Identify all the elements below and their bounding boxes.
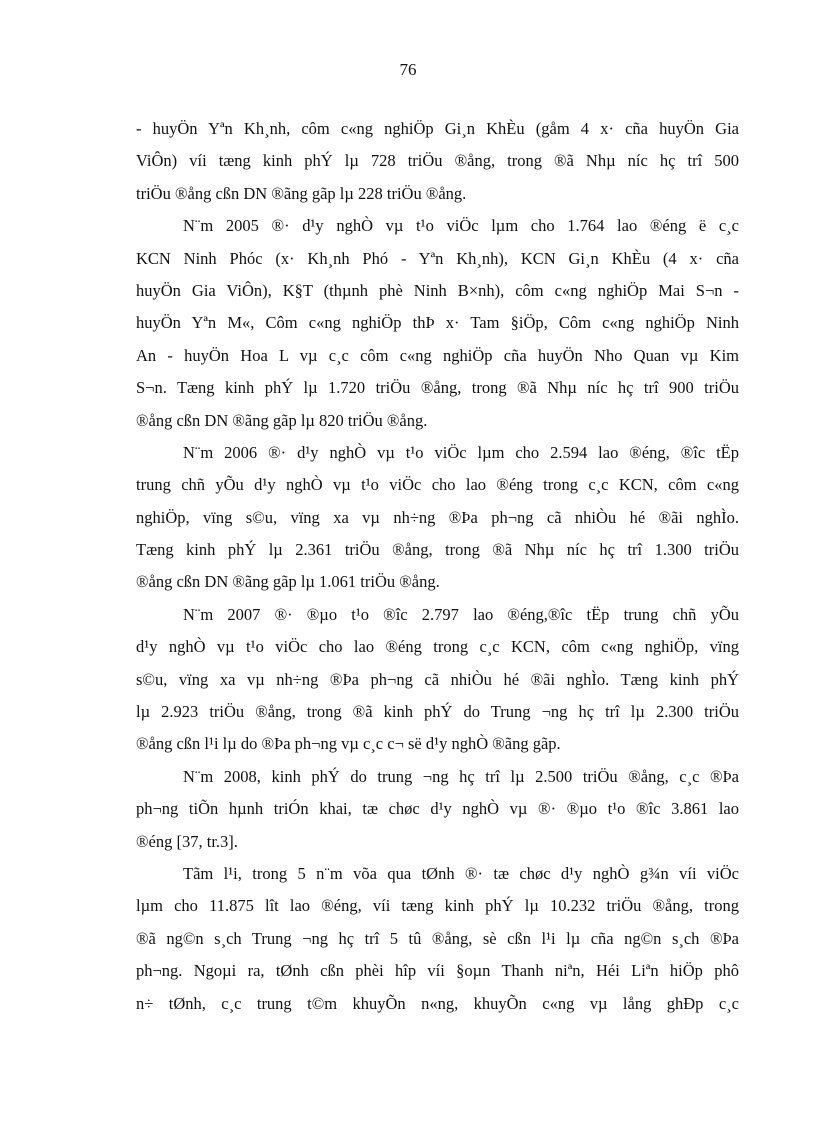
body-text bbox=[136, 113, 739, 1020]
text-line: ®ång cßn DN ®ãng gãp lµ 820 triÖu ®ång. bbox=[136, 410, 428, 430]
text-line: nghiÖp, vïng s©u, vïng xa vµ nh÷ng ®Þa ph¬ng cã nhiÒu hé ®ãi nghÌo. bbox=[136, 507, 739, 527]
text-line: Tãm l¹i, trong 5 n¨m võa qua tØnh ®· tæ chøc d¹y nghÒ g¾n víi viÖc bbox=[183, 863, 739, 883]
text-line: ViÔn) víi tæng kinh phÝ lµ 728 triÖu ®ång, trong ®ã Nhµ níc hç trî 500 bbox=[136, 151, 739, 171]
text-line: d¹y nghÒ vµ t¹o viÖc cho lao ®éng trong c¸c KCN, côm c«ng nghiÖp, vïng bbox=[136, 637, 739, 657]
text-line: N¨m 2005 ®· d¹y nghÒ vµ t¹o viÖc lµm cho 1.764 lao ®éng ë c¸c bbox=[183, 216, 739, 236]
text-line: N¨m 2008, kinh phÝ do trung ¬ng hç trî lµ 2.500 triÖu ®ång, c¸c ®Þa bbox=[183, 766, 739, 786]
text-line: S¬n. Tæng kinh phÝ lµ 1.720 triÖu ®ång, trong ®ã Nhµ níc hç trî 900 triÖu bbox=[136, 378, 739, 398]
text-line: lµm cho 11.875 lît lao ®éng, víi tæng kinh phÝ lµ 10.232 triÖu ®ång, trong bbox=[136, 896, 739, 916]
text-line: KCN Ninh Phóc (x· Kh¸nh Phó - Yªn Kh¸nh), KCN Gi¸n KhÈu (4 x· cña bbox=[136, 248, 739, 268]
text-line: ®ã ng©n s¸ch Trung ¬ng hç trî 5 tû ®ång, sè cßn l¹i lµ cña ng©n s¸ch ®Þa bbox=[136, 928, 739, 948]
page-number: 76 bbox=[399, 60, 417, 79]
text-line: huyÖn Gia ViÔn), K§T (thµnh phè Ninh B×nh), côm c«ng nghiÖp Mai S¬n - bbox=[136, 280, 739, 300]
text-line: - huyÖn Yªn Kh¸nh, côm c«ng nghiÖp Gi¸n KhÈu (gåm 4 x· cña huyÖn Gia bbox=[136, 119, 739, 138]
text-line: lµ 2.923 triÖu ®ång, trong ®ã kinh phÝ do Trung ¬ng hç trî lµ 2.300 triÖu bbox=[136, 702, 739, 722]
text-line: trung chñ yÕu d¹y nghÒ vµ t¹o viÖc cho lao ®éng trong c¸c KCN, côm c«ng bbox=[136, 475, 739, 495]
text-line: N¨m 2006 ®· d¹y nghÒ vµ t¹o viÖc lµm cho 2.594 lao ®éng, ®îc tËp bbox=[183, 442, 739, 462]
text-line: ®ång cßn l¹i lµ do ®Þa ph¬ng vµ c¸c c¬ së d¹y nghÒ ®ãng gãp. bbox=[136, 734, 561, 754]
text-line: N¨m 2007 ®· ®µo t¹o ®îc 2.797 lao ®éng,®îc tËp trung chñ yÕu bbox=[183, 604, 739, 624]
text-line: triÖu ®ång cßn DN ®ãng gãp lµ 228 triÖu ®ång. bbox=[136, 183, 467, 203]
text-line: Tæng kinh phÝ lµ 2.361 triÖu ®ång, trong ®ã Nhµ níc hç trî 1.300 triÖu bbox=[136, 540, 739, 560]
text-line: s©u, vïng xa vµ nh÷ng ®Þa ph¬ng cã nhiÒu hé ®ãi nghÌo. Tæng kinh phÝ bbox=[136, 669, 739, 689]
text-line: ph¬ng. Ngoµi ra, tØnh cßn phèi hîp víi §oµn Thanh niªn, Héi Liªn hiÖp phô bbox=[136, 961, 739, 981]
text-line: ph¬ng tiÕn hµnh triÓn khai, tæ chøc d¹y nghÒ vµ ®· ®µo t¹o ®îc 3.861 lao bbox=[136, 799, 739, 819]
text-line: ®éng [37, tr.3]. bbox=[136, 831, 238, 851]
text-line: huyÖn Yªn M«, Côm c«ng nghiÖp thÞ x· Tam §iÖp, Côm c«ng nghiÖp Ninh bbox=[136, 313, 739, 333]
text-line: n÷ tØnh, c¸c trung t©m khuyÕn n«ng, khuyÕn c«ng vµ lång ghÐp c¸c bbox=[136, 993, 739, 1013]
text-line: ®ång cßn DN ®ãng gãp lµ 1.061 triÖu ®ång. bbox=[136, 572, 440, 592]
text-line: An - huyÖn Hoa L vµ c¸c côm c«ng nghiÖp cña huyÖn Nho Quan vµ Kim bbox=[136, 345, 739, 365]
